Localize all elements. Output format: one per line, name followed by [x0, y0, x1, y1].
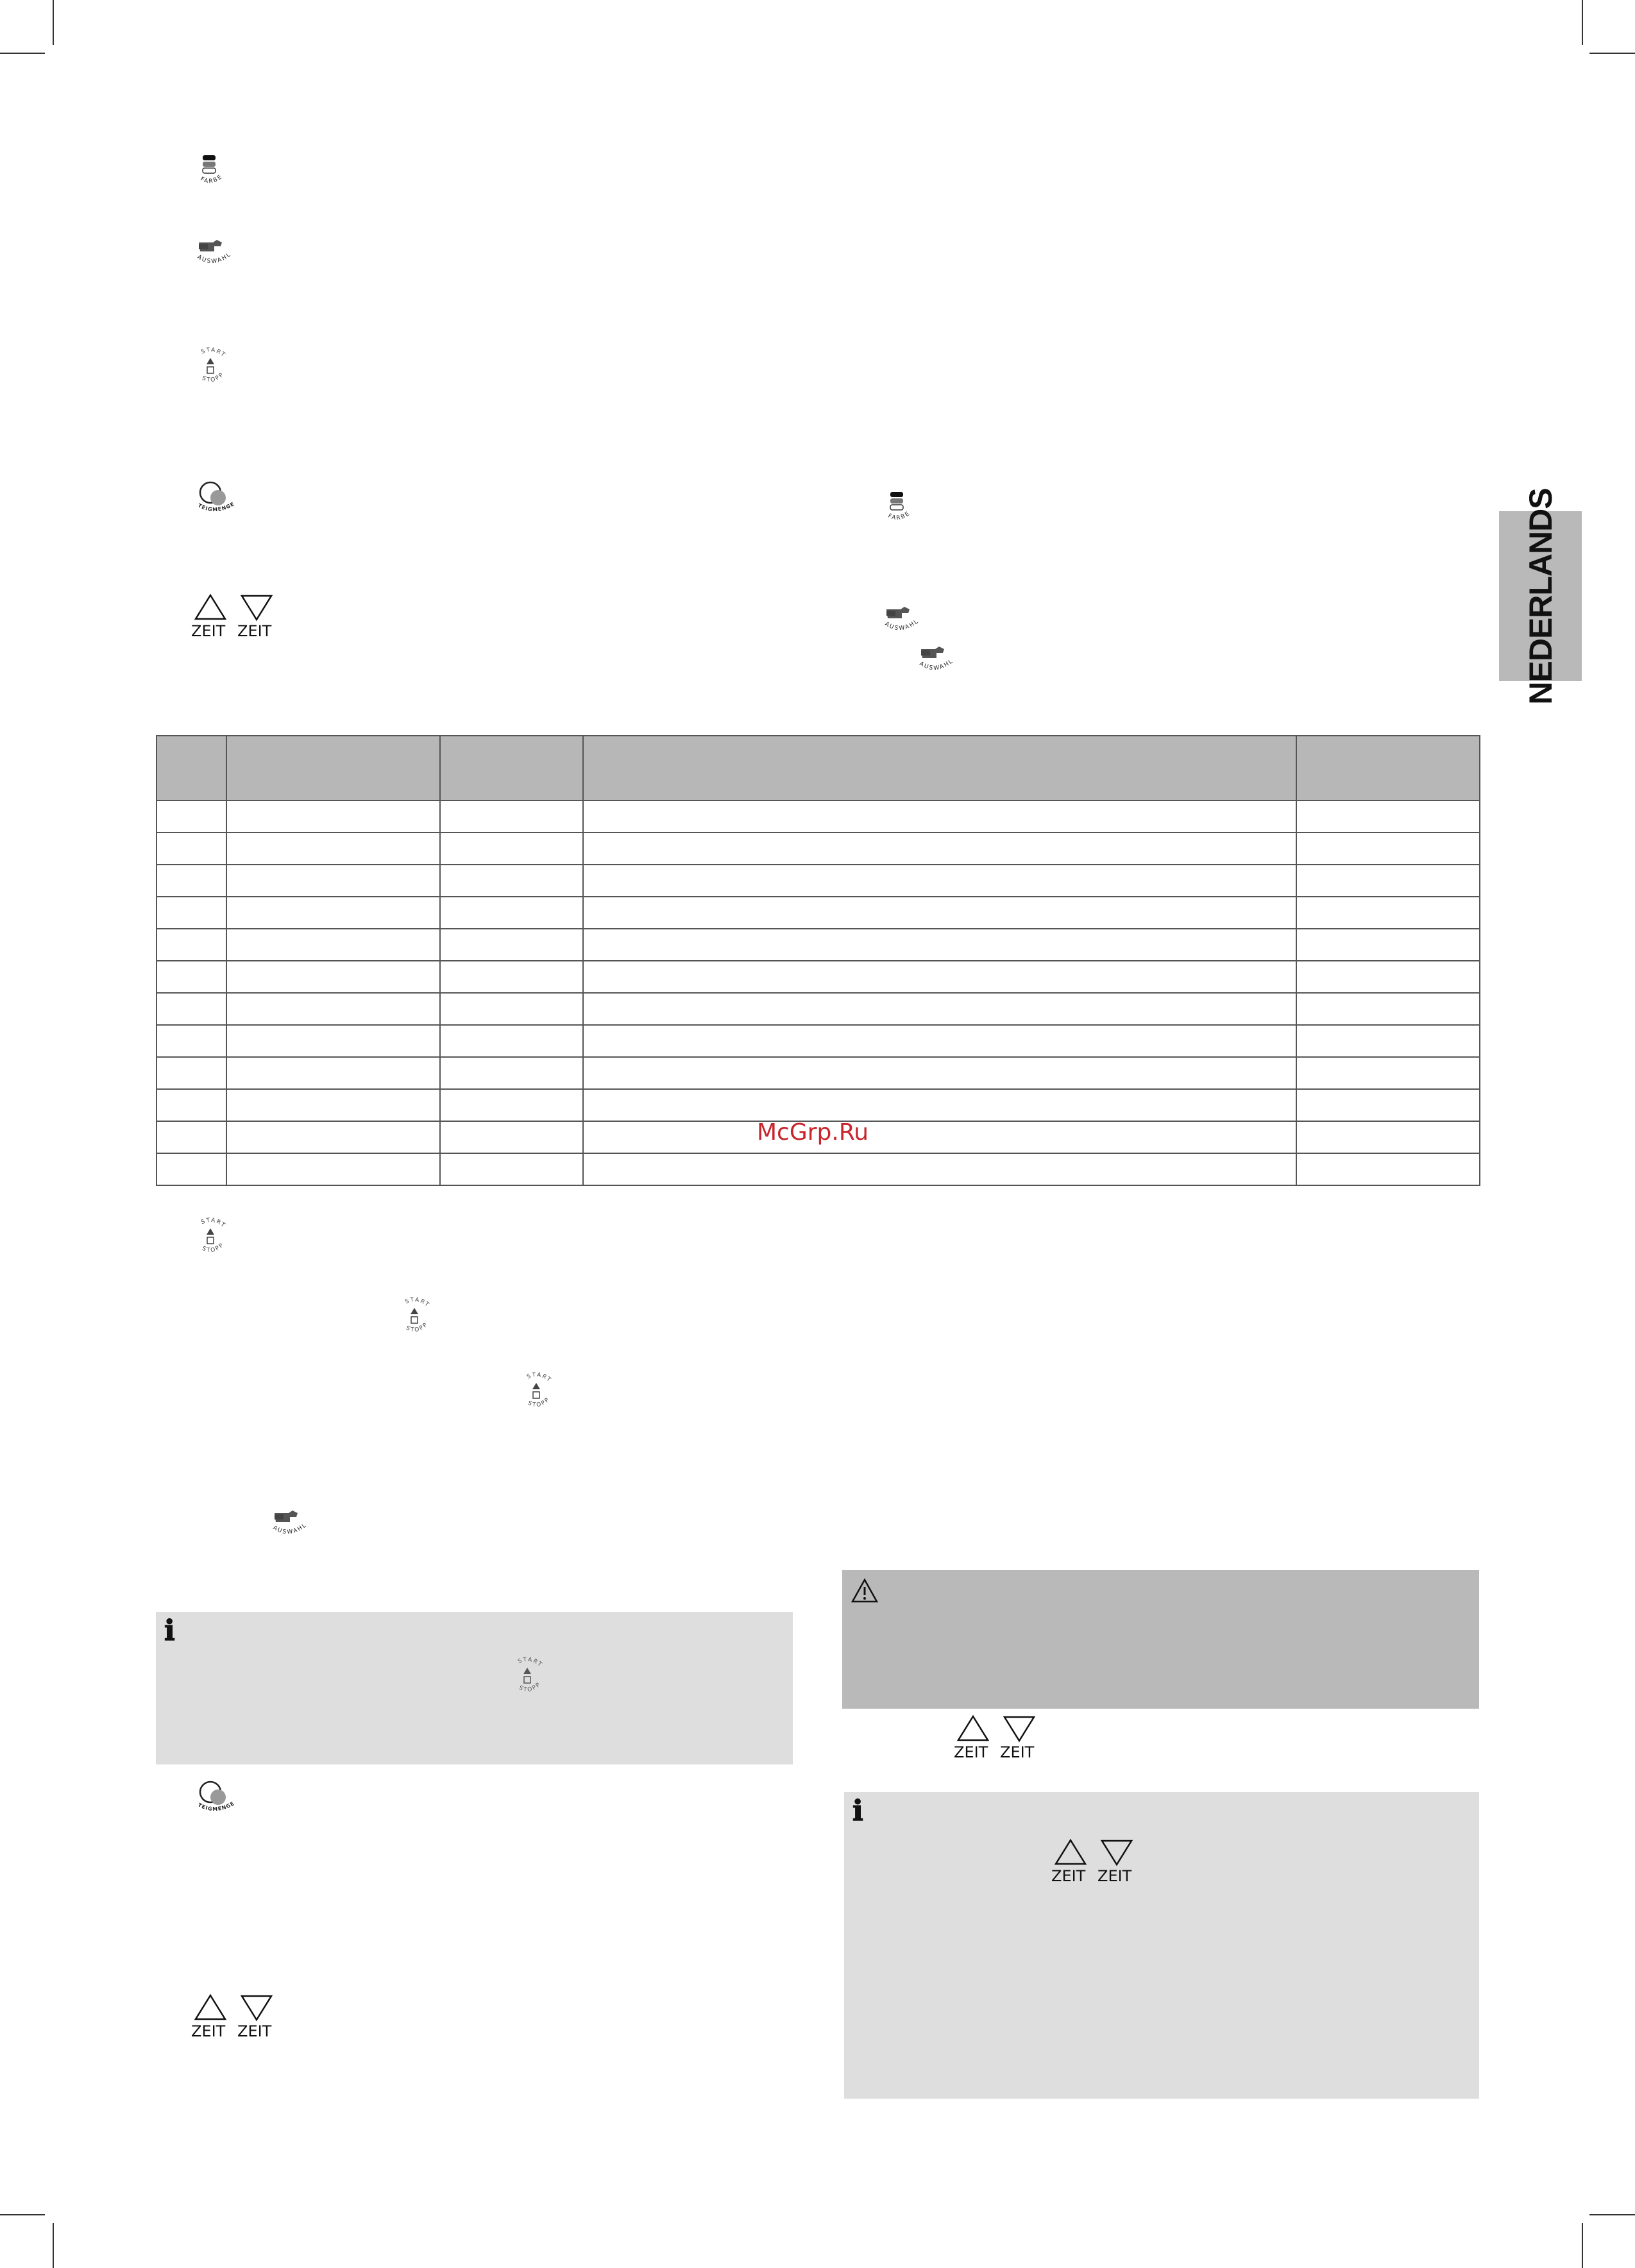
zeit-down-icon — [1100, 1838, 1133, 1866]
svg-text:FARBE: FARBE — [199, 173, 224, 185]
table-cell — [583, 1057, 1296, 1089]
table-cell — [226, 993, 440, 1025]
table-cell — [1296, 1057, 1480, 1089]
table-cell — [1296, 1153, 1480, 1185]
svg-text:AUSWAHL: AUSWAHL — [271, 1521, 309, 1536]
farbe-icon — [191, 154, 230, 194]
table-cell — [157, 1121, 226, 1153]
info-icon: ℹ — [852, 1795, 863, 1827]
table-row — [157, 865, 1480, 897]
table-cell — [226, 1057, 440, 1089]
zeit-down-label: ZEIT — [237, 2022, 272, 2040]
svg-text:AUSWAHL: AUSWAHL — [918, 657, 955, 672]
table-cell — [440, 1089, 583, 1121]
table-cell — [583, 1121, 1296, 1153]
table-cell — [226, 1089, 440, 1121]
table-cell — [583, 800, 1296, 833]
svg-text:STOPP: STOPP — [405, 1321, 430, 1334]
start-stopp-icon — [395, 1296, 434, 1339]
table-cell — [583, 833, 1296, 865]
svg-text:START: START — [526, 1371, 553, 1384]
table-cell — [583, 961, 1296, 993]
table-cell — [157, 929, 226, 961]
start-stopp-icon — [191, 346, 230, 389]
table-cell — [157, 1089, 226, 1121]
table-cell — [226, 865, 440, 897]
crop-mark — [1582, 2223, 1583, 2268]
table-cell — [440, 1153, 583, 1185]
table-row — [157, 897, 1480, 929]
svg-text:TEIGMENGE: TEIGMENGE — [197, 500, 236, 513]
svg-text:STOPP: STOPP — [201, 1241, 226, 1255]
table-cell — [157, 1057, 226, 1089]
info-box — [156, 1612, 793, 1764]
zeit-down-icon — [1003, 1714, 1036, 1743]
svg-text:STOPP: STOPP — [201, 371, 226, 384]
table-cell — [1296, 865, 1480, 897]
crop-mark — [1582, 0, 1583, 45]
crop-mark — [53, 2223, 54, 2268]
table-cell — [583, 1153, 1296, 1185]
watermark: McGrp.Ru — [757, 1119, 869, 1146]
table-row — [157, 1153, 1480, 1185]
table-cell — [1296, 800, 1480, 833]
table-cell — [157, 833, 226, 865]
zeit-up-label: ZEIT — [191, 622, 226, 640]
table-cell — [440, 929, 583, 961]
table-cell — [440, 800, 583, 833]
svg-text:START: START — [200, 346, 227, 359]
zeit-up-label: ZEIT — [191, 2022, 226, 2040]
table-cell — [226, 1121, 440, 1153]
warning-icon — [851, 1578, 879, 1604]
zeit-up-label: ZEIT — [1051, 1867, 1086, 1885]
table-cell — [583, 1025, 1296, 1057]
zeit-down-icon — [240, 1993, 273, 2022]
crop-mark — [0, 53, 45, 54]
table-cell — [583, 929, 1296, 961]
table-cell — [440, 865, 583, 897]
table-header-cell — [1296, 736, 1480, 800]
svg-text:START: START — [200, 1217, 227, 1230]
table-cell — [226, 961, 440, 993]
language-tab — [1499, 487, 1582, 705]
zeit-down-label: ZEIT — [237, 622, 272, 640]
svg-text:STOPP: STOPP — [527, 1396, 552, 1409]
table-cell — [157, 961, 226, 993]
program-table — [156, 735, 1480, 1186]
auswahl-icon — [913, 645, 956, 681]
table-cell — [583, 993, 1296, 1025]
table-row — [157, 929, 1480, 961]
info-icon: ℹ — [164, 1614, 175, 1647]
table-cell — [1296, 1089, 1480, 1121]
table-row — [157, 833, 1480, 865]
table-cell — [226, 929, 440, 961]
table-cell — [157, 800, 226, 833]
table-row — [157, 800, 1480, 833]
table-cell — [226, 833, 440, 865]
table-cell — [440, 897, 583, 929]
crop-mark — [1589, 53, 1635, 54]
table-row — [157, 993, 1480, 1025]
zeit-up-icon — [194, 593, 227, 622]
table-row — [157, 1025, 1480, 1057]
svg-text:START: START — [404, 1296, 431, 1309]
table-cell — [226, 1025, 440, 1057]
zeit-down-label: ZEIT — [1097, 1867, 1132, 1885]
table-cell — [1296, 961, 1480, 993]
crop-mark — [53, 0, 54, 45]
table-header-cell — [583, 736, 1296, 800]
start-stopp-icon — [191, 1217, 230, 1259]
svg-text:TEIGMENGE: TEIGMENGE — [197, 1800, 236, 1813]
zeit-buttons — [954, 1714, 1044, 1759]
zeit-up-icon — [1054, 1838, 1087, 1866]
table-cell — [440, 1025, 583, 1057]
svg-text:AUSWAHL: AUSWAHL — [883, 618, 920, 632]
start-stopp-icon — [517, 1371, 555, 1414]
warning-box — [842, 1570, 1479, 1709]
table-row — [157, 961, 1480, 993]
zeit-up-label: ZEIT — [954, 1743, 988, 1761]
zeit-buttons — [191, 593, 281, 638]
table-cell — [226, 1153, 440, 1185]
language-tab-label: NEDERLANDS — [1522, 487, 1559, 705]
table-row — [157, 1089, 1480, 1121]
table-cell — [226, 800, 440, 833]
table-header-cell — [226, 736, 440, 800]
table-cell — [440, 1121, 583, 1153]
table-cell — [157, 897, 226, 929]
table-cell — [1296, 929, 1480, 961]
auswahl-icon — [191, 239, 233, 275]
auswahl-icon — [267, 1509, 309, 1545]
table-row — [157, 1057, 1480, 1089]
table-cell — [157, 1025, 226, 1057]
crop-mark — [1589, 2214, 1635, 2215]
table-cell — [583, 1089, 1296, 1121]
farbe-icon — [879, 491, 917, 530]
teigmenge-icon — [191, 478, 239, 517]
table-cell — [440, 961, 583, 993]
start-stopp-icon — [508, 1656, 546, 1698]
table-cell — [1296, 993, 1480, 1025]
table-cell — [440, 1057, 583, 1089]
zeit-down-label: ZEIT — [1000, 1743, 1035, 1761]
table-cell — [440, 993, 583, 1025]
svg-text:FARBE: FARBE — [886, 510, 912, 522]
table-header-row — [157, 736, 1480, 800]
table-cell — [226, 897, 440, 929]
table-cell — [157, 865, 226, 897]
svg-text:STOPP: STOPP — [518, 1680, 543, 1694]
info-box — [844, 1792, 1479, 2099]
table-cell — [1296, 1025, 1480, 1057]
table-header-cell — [440, 736, 583, 800]
zeit-up-icon — [194, 1993, 227, 2022]
table-cell — [157, 1153, 226, 1185]
table-cell — [583, 897, 1296, 929]
table-header-cell — [157, 736, 226, 800]
table-cell — [1296, 897, 1480, 929]
zeit-up-icon — [956, 1714, 990, 1743]
table-cell — [583, 865, 1296, 897]
zeit-buttons — [1051, 1838, 1141, 1883]
table-cell — [157, 993, 226, 1025]
auswahl-icon — [879, 605, 921, 641]
teigmenge-icon — [191, 1778, 239, 1816]
zeit-down-icon — [240, 593, 273, 622]
svg-text:START: START — [517, 1656, 544, 1669]
table-cell — [1296, 833, 1480, 865]
crop-mark — [0, 2214, 45, 2215]
table-cell — [440, 833, 583, 865]
svg-text:AUSWAHL: AUSWAHL — [196, 251, 233, 266]
table-cell — [1296, 1121, 1480, 1153]
zeit-buttons — [191, 1993, 281, 2038]
